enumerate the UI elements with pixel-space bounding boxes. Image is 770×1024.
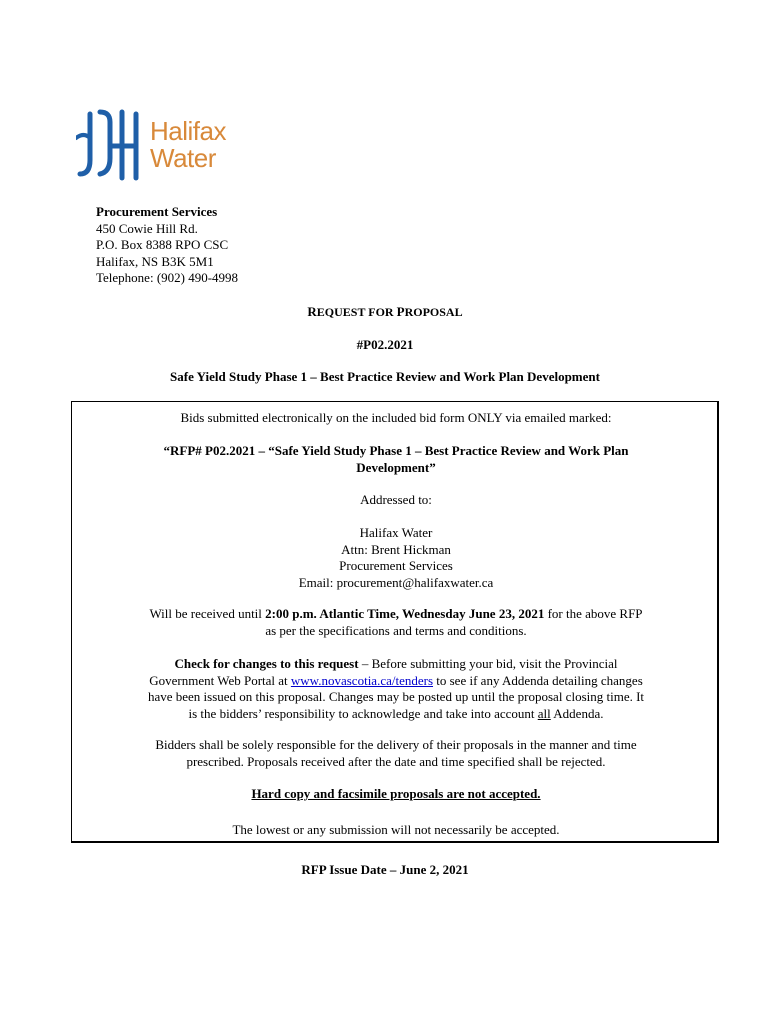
addressed-to: Addressed to:	[360, 492, 432, 507]
deadline-time: 2:00 p.m. Atlantic Time, Wednesday June 23, 2021	[265, 606, 545, 621]
rfp-number: #P02.2021	[356, 337, 414, 352]
changes-paragraph: Check for changes to this request – Before submitting your bid, visit the Provincial Government Web Portal at www.novascotia.ca/tenders to see if any Addenda detailing changes have been issued on this proposal. Changes may be posted up until the proposal closing time. It is the bidders’ responsibility to acknowledge and take into account all Addenda.	[147, 656, 645, 721]
recipient-dept: Procurement Services	[339, 558, 453, 573]
recipient-block	[122, 525, 670, 591]
submission-intro: Bids submitted electronically on the included bid form ONLY via emailed marked:	[180, 410, 612, 425]
responsibility-paragraph: Bidders shall be solely responsible for the delivery of their proposals in the manner and time prescribed. Proposals received after the date and time specified shall be rejected.	[155, 737, 637, 769]
telephone: Telephone: (902) 490-4998	[96, 270, 239, 285]
issue-date: RFP Issue Date – June 2, 2021	[301, 862, 469, 877]
lowest-bid-notice: The lowest or any submission will not necessarily be accepted.	[232, 822, 560, 837]
street-address: 450 Cowie Hill Rd.	[96, 220, 198, 236]
halifax-water-logo-icon	[76, 108, 148, 182]
submission-instructions-box	[71, 401, 719, 843]
city-postal: Halifax, NS B3K 5M1	[96, 253, 214, 269]
tenders-portal-link[interactable]: www.novascotia.ca/tenders	[290, 672, 434, 688]
recipient-name: Halifax Water	[359, 525, 433, 540]
department-name: Procurement Services	[96, 204, 218, 219]
halifax-water-logo	[76, 108, 236, 182]
procurement-address	[96, 204, 238, 287]
logo-wordmark	[150, 118, 226, 172]
document-heading: REQUEST FOR PROPOSAL	[307, 304, 463, 319]
rfp-title: Safe Yield Study Phase 1 – Best Practice Review and Work Plan Development	[170, 369, 600, 384]
logo-line-1: Halifax	[150, 116, 226, 146]
recipient-attn: Attn: Brent Hickman	[341, 541, 451, 557]
email-subject-marking: “RFP# P02.2021 – “Safe Yield Study Phase 1 – Best Practice Review and Work Plan Development”	[163, 443, 629, 475]
logo-line-2: Water	[150, 143, 216, 173]
recipient-email: Email: procurement@halifaxwater.ca	[298, 574, 494, 590]
deadline-paragraph: Will be received until 2:00 p.m. Atlantic Time, Wednesday June 23, 2021 for the above RFP as per the specifications and terms and conditions.	[149, 606, 643, 638]
hard-copy-notice: Hard copy and facsimile proposals are not accepted.	[251, 786, 541, 801]
po-box: P.O. Box 8388 RPO CSC	[96, 237, 229, 252]
